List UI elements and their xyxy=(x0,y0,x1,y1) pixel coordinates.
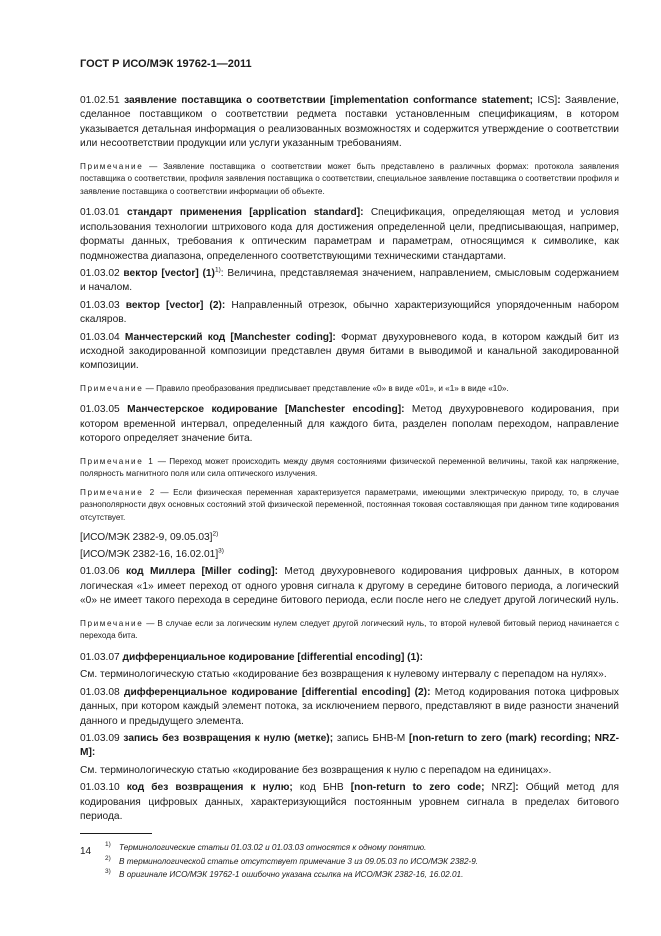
term-entry xyxy=(80,403,619,446)
term-title: [non-return to zero code; xyxy=(350,782,485,794)
term-continuation xyxy=(80,668,619,682)
text-run: — Если физическая переменная характеризуется параметрами, имеющими электрическую природу, то, в случае разнополярности двух основных состояний этой физической переменной, постоянная токовая составляющая при данном типе кодирования отсутствует. xyxy=(80,487,619,523)
text-run: Спецификация, определяющая метод и условия использования технологии штрихового кода для достижения определенной цели, предписывающая, например, форматы данных, требования к оптическим параметрам и параметрам, относящимся к символике, как подмножества диапазона, определенного соответствующими техническими стандартами. xyxy=(80,207,619,262)
text-run: 01.03.02 xyxy=(80,268,124,280)
term-title: код Миллера [Miller coding]: xyxy=(126,566,279,578)
term-title: вектор [vector] (1) xyxy=(123,268,215,280)
note-label: Примечание xyxy=(80,383,144,393)
text-run: Направленный отрезок, обычно характеризующийся упорядоченным набором скаляров. xyxy=(80,299,619,326)
text-run: запись БНВ-М xyxy=(333,732,409,744)
text-run: Общий метод для кодирования цифровых данных, характеризующийся постоянным уровнем сигнала в пределах битового периода. xyxy=(80,782,619,822)
text-run: 01.02.51 xyxy=(80,95,125,106)
note-paragraph xyxy=(80,161,619,199)
text-run: Формат двухуровневого кода, в котором каждый бит из исходной закодированной композиции представлен двумя битами в выводимой и канальной закодированной композиции. xyxy=(80,331,619,372)
term-title: [non-return to zero (mark) recording; NRZ-M]: xyxy=(80,732,619,759)
term-entry xyxy=(80,651,619,665)
term-title: стандарт применения [application standard]: xyxy=(126,207,364,219)
page-number: 14 xyxy=(80,846,92,857)
term-title: : xyxy=(557,95,561,106)
term-title: дифференциальное кодирование [differential encoding] (1): xyxy=(122,651,424,663)
term-entry xyxy=(80,206,619,264)
term-title: запись без возвращения к нулю (метке); xyxy=(123,732,334,744)
text-run: Метод двухуровневого кодирования цифровых данных, в котором логическая «1» имеет переход от одного уровня сигнала к другому в середине битового периода, а логический «0» не имеет такого перехода в середине битового периода, если после него не следует другой логический нуль. xyxy=(80,566,619,607)
text-run: [ИСО/МЭК 2382-9, 09.05.03] xyxy=(80,531,213,543)
note-paragraph xyxy=(80,456,619,481)
text-run: 01.03.08 xyxy=(80,686,124,698)
text-run: 01.03.04 xyxy=(80,331,125,343)
term-title: Манчестерский код [Manchester coding]: xyxy=(124,331,336,343)
term-entry xyxy=(80,781,619,824)
term-entry xyxy=(80,299,619,328)
term-title: дифференциальное кодирование [differential encoding] (2): xyxy=(123,686,431,698)
term-entry xyxy=(80,267,619,296)
footnote-mark: 3) xyxy=(105,868,111,876)
reference-line xyxy=(80,548,619,562)
term-title: : xyxy=(515,782,519,794)
term-entry xyxy=(80,686,619,729)
term-entry xyxy=(80,565,619,608)
text-run: 01.03.09 xyxy=(80,732,124,744)
text-run: [ИСО/МЭК 2382-16, 16.02.01] xyxy=(80,549,219,561)
text-run: : Величина, представляемая значением, направлением, смысловым содержанием и началом. xyxy=(80,268,619,294)
terms-body xyxy=(80,94,619,824)
text-run: — Правило преобразования предписывает представление «0» в виде «01», и «1» в виде «10». xyxy=(143,383,509,393)
text-run: 01.03.06 xyxy=(80,566,127,578)
footnote-reference: 3) xyxy=(218,547,224,555)
footnote-divider xyxy=(80,833,152,834)
note-label: Примечание 1 xyxy=(80,456,155,466)
text-run: 01.03.01 xyxy=(80,207,127,219)
text-run: См. терминологическую статью «кодирование без возвращения к нулю с перепадом на единицах». xyxy=(80,764,552,776)
footnote xyxy=(80,855,619,868)
text-run: код БНВ xyxy=(292,782,351,794)
footnote-text: В оригинале ИСО/МЭК 19762-1 ошибочно указана ссылка на ИСО/МЭК 2382-16, 16.02.01. xyxy=(119,870,464,880)
text-run: 01.03.03 xyxy=(80,299,126,311)
footnote-reference: 2) xyxy=(212,530,219,538)
term-title: код без возвращения к нулю; xyxy=(126,782,293,794)
footnote-text: Терминологические статьи 01.03.02 и 01.03.03 относятся к одному понятию. xyxy=(119,843,427,853)
text-run: 01.03.10 xyxy=(80,782,127,794)
note-paragraph xyxy=(80,383,619,396)
text-run: NRZ] xyxy=(484,782,516,794)
note-label: Примечание xyxy=(80,618,144,628)
term-entry xyxy=(80,732,619,761)
footnote-text: В терминологической статье отсутствует примечание 3 из 09.05.03 по ИСО/МЭК 2382-9. xyxy=(119,856,479,866)
text-run: 01.03.05 xyxy=(80,404,128,416)
term-title: Манчестерское кодирование [Manchester encoding]: xyxy=(127,404,405,416)
term-entry xyxy=(80,331,619,374)
text-run: — В случае если за логическим нулем следует другой логический нуль, то второй нулевой битовый период начинается с перехода бита. xyxy=(80,618,619,641)
text-run: См. терминологическую статью «кодирование без возвращения к нулевому интервалу с перепадом на нулях». xyxy=(80,669,607,681)
text-run: Заявление, сделанное поставщиком о соответствии редмета поставки установленным спецификациям, в котором указывается детальная информация о реализованных возможностях и содержится утверждение о соответствии или несоответствии продукции или услуги указанным требованиям. xyxy=(80,95,619,150)
term-entry xyxy=(80,94,619,152)
term-title: вектор [vector] (2): xyxy=(125,299,226,311)
footnote-mark: 2) xyxy=(105,854,111,862)
footnotes xyxy=(80,841,619,881)
term-continuation xyxy=(80,764,619,778)
text-run: Метод кодирования потока цифровых данных, при котором каждый элемент потока, за исключением первого, представляют в виде разности значений данного и предыдущего элемента. xyxy=(80,686,619,727)
footnote-mark: 1) xyxy=(105,841,111,849)
note-label: Примечание xyxy=(80,161,144,171)
note-paragraph xyxy=(80,618,619,643)
text-run: 01.03.07 xyxy=(80,651,123,663)
footnote xyxy=(80,868,619,881)
footnote xyxy=(80,841,619,854)
text-run: Метод двухуровневого кодирования, при котором временной интервал, определенный для каждого бита, разделен пополам переходом, направление которого определяет значение бита. xyxy=(80,404,620,445)
term-title: заявление поставщика о соответствии [implementation conformance statement; xyxy=(124,95,533,106)
page-header: ГОСТ Р ИСО/МЭК 19762-1—2011 xyxy=(80,58,252,70)
footnote-reference: 1) xyxy=(214,266,221,274)
note-label: Примечание 2 xyxy=(80,487,156,497)
reference-line xyxy=(80,531,619,545)
text-run: — Заявление поставщика о соответствии может быть представлено в различных формах: протокола заявления поставщика о соответствии, профиля заявления поставщика о соответствии, специальное заявление поставщика о соответствии профиля и заявление поставщика о соответствии информации об объекте. xyxy=(80,161,619,196)
text-run: ICS] xyxy=(532,95,558,106)
text-run: — Переход может происходить между двумя состояниями физической переменной величины, такой как напряжение, полярность магнитного поля или сила оптического излучения. xyxy=(80,456,619,479)
note-paragraph xyxy=(80,487,619,525)
